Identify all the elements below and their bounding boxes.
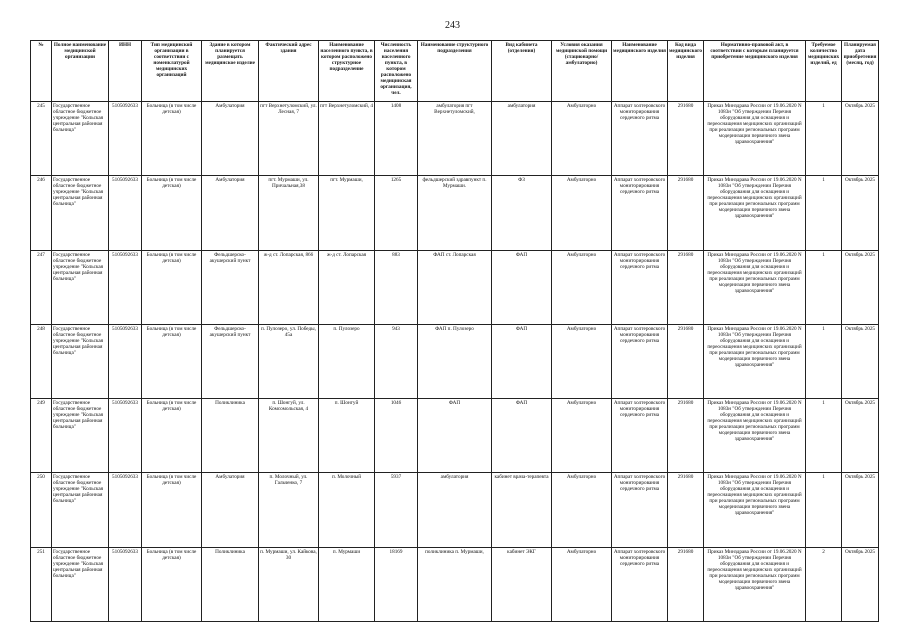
cell-locality: пгт Верхнетуломский, 4 bbox=[319, 102, 375, 176]
cell-cabinet: кабинет ЭКГ bbox=[492, 547, 552, 621]
cell-population: 18169 bbox=[375, 547, 418, 621]
cell-qty: 1 bbox=[806, 250, 842, 324]
column-header: Полное наименование медицинской организации bbox=[52, 41, 109, 102]
cell-n: 247 bbox=[31, 250, 52, 324]
cell-conditions: Амбулаторно bbox=[552, 473, 612, 547]
cell-org: Государственное областное бюджетное учреждение "Кольская центральная районная больница" bbox=[52, 547, 109, 621]
cell-address: пгт Верхнетуломский, ул. Лесная, 7 bbox=[259, 102, 319, 176]
cell-conditions: Амбулаторно bbox=[552, 176, 612, 250]
cell-device: Аппарат холтеровского мониторирования сердечного ритма bbox=[612, 324, 668, 398]
cell-population: 1408 bbox=[375, 102, 418, 176]
cell-division: амбулатория пгт Верхнетуломский, bbox=[418, 102, 492, 176]
cell-inn: 5105092633 bbox=[109, 324, 142, 398]
cell-qty: 1 bbox=[806, 399, 842, 473]
cell-code: 291680 bbox=[668, 473, 704, 547]
cell-inn: 5105092633 bbox=[109, 176, 142, 250]
cell-device: Аппарат холтеровского мониторирования сердечного ритма bbox=[612, 547, 668, 621]
column-header: Условия оказания медицинской помощи (стационарно/амбулаторно) bbox=[552, 41, 612, 102]
cell-device: Аппарат холтеровского мониторирования сердечного ритма bbox=[612, 473, 668, 547]
cell-code: 291680 bbox=[668, 324, 704, 398]
cell-act: Приказ Минздрава России от 19.06.2020 N 1083н "Об утверждении Перечня оборудования для оснащения и переоснащения медицинских организаций при реализации региональных программ модернизации первичного звена здравоохранения" bbox=[704, 547, 806, 621]
cell-conditions: Амбулаторно bbox=[552, 102, 612, 176]
cell-inn: 5105092633 bbox=[109, 102, 142, 176]
cell-date: Октябрь 2025 bbox=[842, 324, 879, 398]
table-row bbox=[31, 547, 879, 621]
cell-type: Больница (в том числе детская) bbox=[142, 102, 202, 176]
table-row bbox=[31, 250, 879, 324]
column-header: Нормативно-правовой акт, в соответствии с которым планируется приобретение медицинского изделия bbox=[704, 41, 806, 102]
cell-device: Аппарат холтеровского мониторирования сердечного ритма bbox=[612, 399, 668, 473]
table-row bbox=[31, 473, 879, 547]
cell-act: Приказ Минздрава России от 19.06.2020 N 1083н "Об утверждении Перечня оборудования для оснащения и переоснащения медицинских организаций при реализации региональных программ модернизации первичного звена здравоохранения" bbox=[704, 102, 806, 176]
cell-org: Государственное областное бюджетное учреждение "Кольская центральная районная больница" bbox=[52, 176, 109, 250]
cell-n: 245 bbox=[31, 102, 52, 176]
column-header: Здание в котором планируется размещать медицинское изделие bbox=[202, 41, 259, 102]
cell-population: 1046 bbox=[375, 399, 418, 473]
cell-date: Октябрь 2025 bbox=[842, 250, 879, 324]
cell-act: Приказ Минздрава России от 19.06.2020 N 1083н "Об утверждении Перечня оборудования для оснащения и переоснащения медицинских организаций при реализации региональных программ модернизации первичного звена здравоохранения" bbox=[704, 324, 806, 398]
cell-date: Октябрь 2025 bbox=[842, 547, 879, 621]
cell-address: п. Мурмаши, ул. Кайкова, 30 bbox=[259, 547, 319, 621]
cell-org: Государственное областное бюджетное учреждение "Кольская центральная районная больница" bbox=[52, 399, 109, 473]
cell-locality: п. Молочный bbox=[319, 473, 375, 547]
cell-locality: пгт. Мурмаши, bbox=[319, 176, 375, 250]
table-row bbox=[31, 399, 879, 473]
cell-date: Октябрь 2025 bbox=[842, 102, 879, 176]
column-header: Фактический адрес здания bbox=[259, 41, 319, 102]
cell-population: 1265 bbox=[375, 176, 418, 250]
cell-n: 249 bbox=[31, 399, 52, 473]
cell-cabinet: амбулатория bbox=[492, 102, 552, 176]
cell-population: 883 bbox=[375, 250, 418, 324]
cell-locality: ж-д ст. Лопарская bbox=[319, 250, 375, 324]
page-number: 243 bbox=[445, 20, 460, 31]
cell-inn: 5105092633 bbox=[109, 399, 142, 473]
cell-code: 291680 bbox=[668, 102, 704, 176]
cell-qty: 1 bbox=[806, 176, 842, 250]
cell-division: амбулатория bbox=[418, 473, 492, 547]
table-row bbox=[31, 324, 879, 398]
cell-address: пгт. Мурмаши, ул. Причальная,38 bbox=[259, 176, 319, 250]
cell-conditions: Амбулаторно bbox=[552, 547, 612, 621]
cell-building: Фельдшерско-акушерский пункт bbox=[202, 324, 259, 398]
column-header: Вид кабинета (отделения) bbox=[492, 41, 552, 102]
cell-n: 250 bbox=[31, 473, 52, 547]
cell-org: Государственное областное бюджетное учреждение "Кольская центральная районная больница" bbox=[52, 250, 109, 324]
cell-code: 291680 bbox=[668, 547, 704, 621]
cell-device: Аппарат холтеровского мониторирования сердечного ритма bbox=[612, 250, 668, 324]
column-header: Код вида медицинского изделия bbox=[668, 41, 704, 102]
cell-type: Больница (в том числе детская) bbox=[142, 473, 202, 547]
cell-division: ФАП ст. Лопарская bbox=[418, 250, 492, 324]
cell-device: Аппарат холтеровского мониторирования сердечного ритма bbox=[612, 102, 668, 176]
cell-qty: 1 bbox=[806, 102, 842, 176]
cell-n: 248 bbox=[31, 324, 52, 398]
cell-type: Больница (в том числе детская) bbox=[142, 547, 202, 621]
cell-locality: п. Мурмаши bbox=[319, 547, 375, 621]
cell-code: 291680 bbox=[668, 176, 704, 250]
cell-conditions: Амбулаторно bbox=[552, 399, 612, 473]
cell-n: 246 bbox=[31, 176, 52, 250]
cell-act: Приказ Минздрава России от 19.06.2020 N 1083н "Об утверждении Перечня оборудования для оснащения и переоснащения медицинских организаций при реализации региональных программ модернизации первичного звена здравоохранения" bbox=[704, 473, 806, 547]
cell-type: Больница (в том числе детская) bbox=[142, 399, 202, 473]
cell-inn: 5105092633 bbox=[109, 250, 142, 324]
cell-building: Поликлиника bbox=[202, 547, 259, 621]
cell-division: ФАП bbox=[418, 399, 492, 473]
cell-type: Больница (в том числе детская) bbox=[142, 176, 202, 250]
cell-address: п. Пулозеро, ул. Победы, 45а bbox=[259, 324, 319, 398]
cell-locality: п. Шонгуй bbox=[319, 399, 375, 473]
cell-division: поликлиника п. Мурмаши, bbox=[418, 547, 492, 621]
cell-address: п. Молочный, ул. Гальченко, 7 bbox=[259, 473, 319, 547]
cell-act: Приказ Минздрава России от 19.06.2020 N 1083н "Об утверждении Перечня оборудования для оснащения и переоснащения медицинских организаций при реализации региональных программ модернизации первичного звена здравоохранения" bbox=[704, 399, 806, 473]
column-header: Требуемое количество медицинских изделий, ед bbox=[806, 41, 842, 102]
cell-division: фельдшерский здравпункт п. Мурмаши. bbox=[418, 176, 492, 250]
cell-act: Приказ Минздрава России от 19.06.2020 N 1083н "Об утверждении Перечня оборудования для оснащения и переоснащения медицинских организаций при реализации региональных программ модернизации первичного звена здравоохранения" bbox=[704, 250, 806, 324]
column-header: Наименование медицинского изделия bbox=[612, 41, 668, 102]
column-header: Численность населения населенного пункта, в котором расположено медицинская организация, чел. bbox=[375, 41, 418, 102]
cell-cabinet: кабинет врача-терапевта bbox=[492, 473, 552, 547]
cell-qty: 2 bbox=[806, 547, 842, 621]
header-row bbox=[31, 41, 879, 102]
cell-cabinet: ФАП bbox=[492, 324, 552, 398]
cell-type: Больница (в том числе детская) bbox=[142, 324, 202, 398]
column-header: Наименование структурного подразделения bbox=[418, 41, 492, 102]
cell-population: 5937 bbox=[375, 473, 418, 547]
column-header: Наименование населенного пункта, в котором расположено структурное подразделение bbox=[319, 41, 375, 102]
cell-act: Приказ Минздрава России от 19.06.2020 N 1083н "Об утверждении Перечня оборудования для оснащения и переоснащения медицинских организаций при реализации региональных программ модернизации первичного звена здравоохранения" bbox=[704, 176, 806, 250]
cell-conditions: Амбулаторно bbox=[552, 250, 612, 324]
cell-locality: п. Пулозеро bbox=[319, 324, 375, 398]
registry-table bbox=[30, 40, 879, 622]
cell-building: Амбулатория bbox=[202, 176, 259, 250]
cell-building: Фельдшерско-акушерский пункт bbox=[202, 250, 259, 324]
cell-date: Октябрь 2025 bbox=[842, 473, 879, 547]
cell-org: Государственное областное бюджетное учреждение "Кольская центральная районная больница" bbox=[52, 473, 109, 547]
cell-inn: 5105092633 bbox=[109, 473, 142, 547]
cell-cabinet: ФЗ bbox=[492, 176, 552, 250]
cell-date: Октябрь 2025 bbox=[842, 176, 879, 250]
cell-device: Аппарат холтеровского мониторирования сердечного ритма bbox=[612, 176, 668, 250]
cell-building: Поликлиника bbox=[202, 399, 259, 473]
column-header: № bbox=[31, 41, 52, 102]
cell-division: ФАП п. Пулозеро bbox=[418, 324, 492, 398]
cell-code: 291680 bbox=[668, 399, 704, 473]
cell-qty: 1 bbox=[806, 324, 842, 398]
cell-date: Октябрь 2025 bbox=[842, 399, 879, 473]
cell-inn: 5105092633 bbox=[109, 547, 142, 621]
cell-address: ж-д ст. Лопарская, 866 bbox=[259, 250, 319, 324]
table-row bbox=[31, 176, 879, 250]
cell-cabinet: ФАП bbox=[492, 250, 552, 324]
cell-building: Амбулатория bbox=[202, 473, 259, 547]
cell-address: п. Шонгуй, ул. Комсомольская, 4 bbox=[259, 399, 319, 473]
cell-population: 943 bbox=[375, 324, 418, 398]
column-header: Тип медицинской организации в соответствии с номенклатурой медицинских организаций bbox=[142, 41, 202, 102]
cell-cabinet: ФАП bbox=[492, 399, 552, 473]
cell-conditions: Амбулаторно bbox=[552, 324, 612, 398]
column-header: Планируемая дата приобретения (месяц, год) bbox=[842, 41, 879, 102]
cell-building: Амбулатория bbox=[202, 102, 259, 176]
cell-qty: 1 bbox=[806, 473, 842, 547]
column-header: ИНН bbox=[109, 41, 142, 102]
cell-org: Государственное областное бюджетное учреждение "Кольская центральная районная больница" bbox=[52, 324, 109, 398]
cell-code: 291680 bbox=[668, 250, 704, 324]
table-row bbox=[31, 102, 879, 176]
cell-type: Больница (в том числе детская) bbox=[142, 250, 202, 324]
cell-n: 251 bbox=[31, 547, 52, 621]
cell-org: Государственное областное бюджетное учреждение "Кольская центральная районная больница" bbox=[52, 102, 109, 176]
